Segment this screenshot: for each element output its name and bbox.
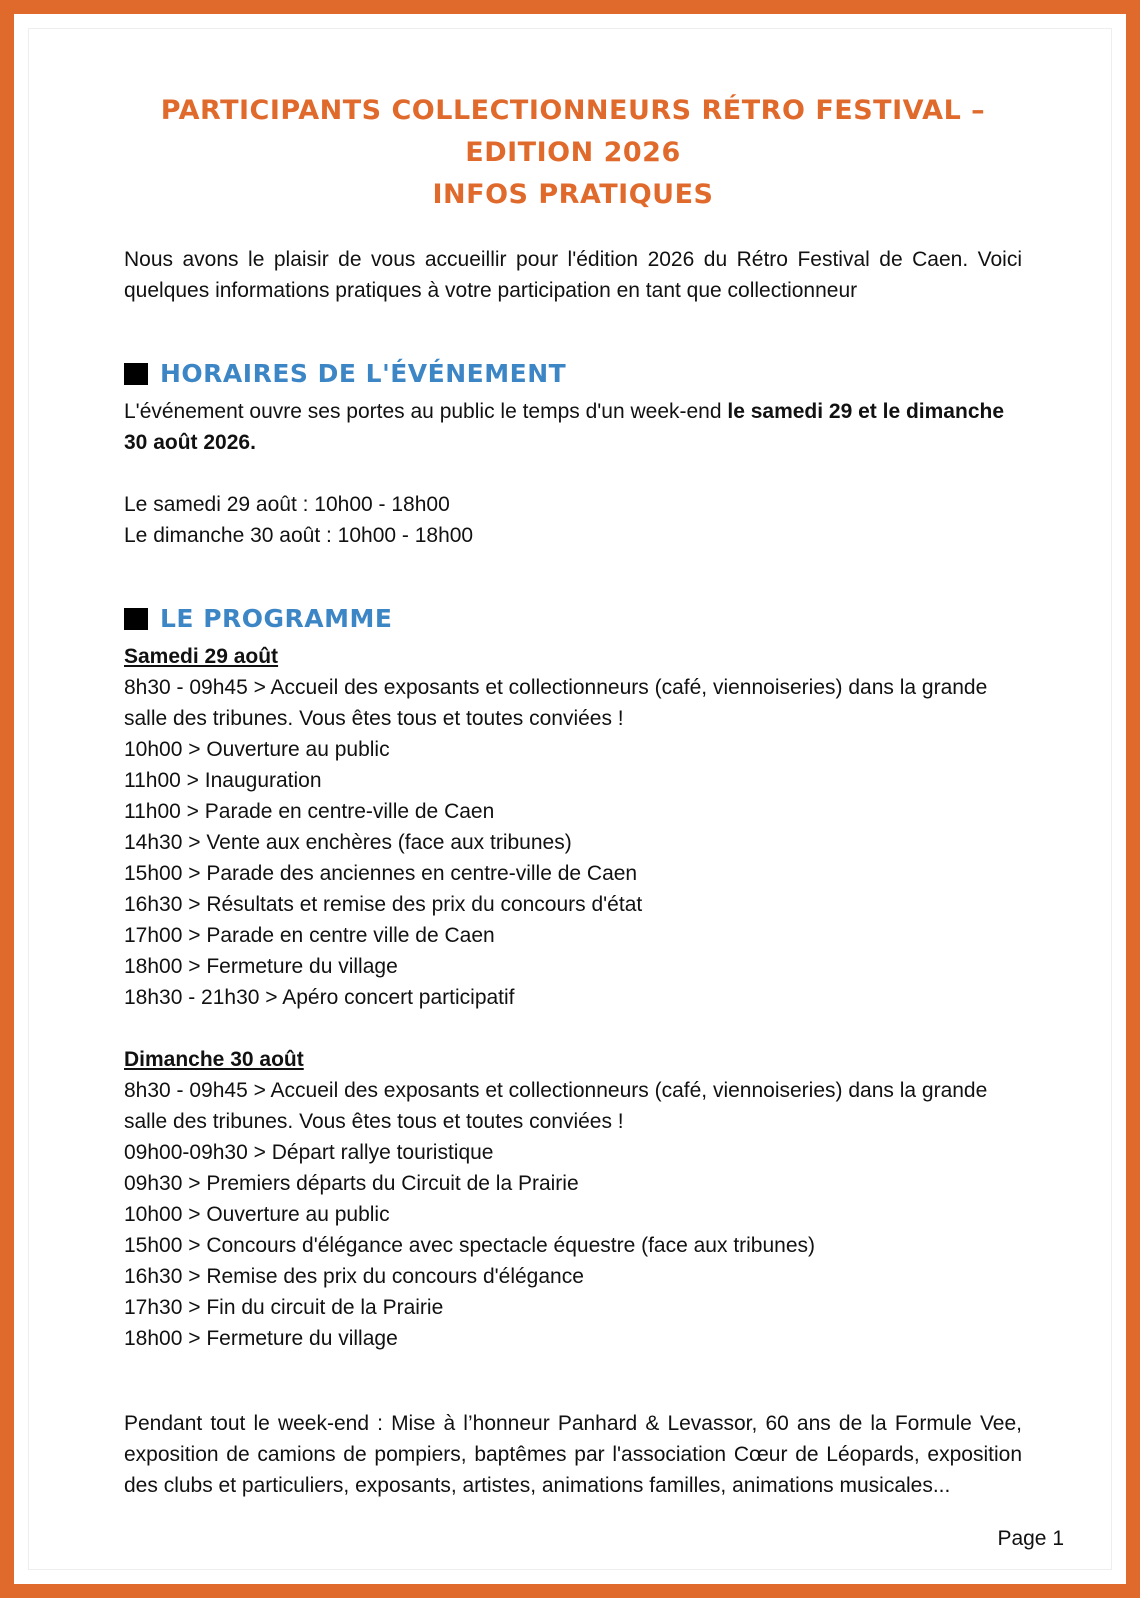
list-item: 8h30 - 09h45 > Accueil des exposants et collectionneurs (café, viennoiseries) dans la grande salle des tribunes. Vous êtes tous et toutes conviées ! bbox=[124, 676, 988, 730]
list-item: 8h30 - 09h45 > Accueil des exposants et collectionneurs (café, viennoiseries) dans la grande salle des tribunes. Vous êtes tous et toutes conviées ! bbox=[124, 1079, 988, 1133]
black-square-icon bbox=[124, 363, 148, 385]
horaires-dates-bold: le samedi 29 et le dimanche 30 août 2026. bbox=[124, 400, 1005, 454]
saturday-hours: Le samedi 29 août : 10h00 - 18h00 bbox=[124, 493, 450, 516]
sunday-programme-list bbox=[124, 1075, 1022, 1354]
list-item: 16h30 > Remise des prix du concours d'élégance bbox=[124, 1265, 584, 1288]
list-item: 18h30 - 21h30 > Apéro concert participatif bbox=[124, 986, 515, 1009]
list-item: 17h30 > Fin du circuit de la Prairie bbox=[124, 1296, 444, 1319]
page-number: Page 1 bbox=[997, 1527, 1064, 1550]
black-square-icon bbox=[124, 608, 148, 630]
list-item: 11h00 > Inauguration bbox=[124, 769, 322, 792]
list-item: 09h00-09h30 > Départ rallye touristique bbox=[124, 1141, 494, 1164]
horaires-paragraph bbox=[124, 396, 1022, 458]
saturday-title: Samedi 29 août bbox=[124, 645, 279, 668]
document-body bbox=[124, 90, 1022, 1501]
sunday-hours: Le dimanche 30 août : 10h00 - 18h00 bbox=[124, 524, 474, 547]
horaires-text: L'événement ouvre ses portes au public le temps d'un week-end bbox=[124, 400, 728, 423]
list-item: 18h00 > Fermeture du village bbox=[124, 955, 398, 978]
weekend-note: Pendant tout le week-end : Mise à l’honneur Panhard & Levassor, 60 ans de la Formule Vee, exposition de camions de pompiers, baptêmes par l'association Cœur de Léopards, exposition des clubs et particuliers, exposants, artistes, animations familles, animations musicales... bbox=[124, 1412, 1022, 1497]
list-item: 16h30 > Résultats et remise des prix du concours d'état bbox=[124, 893, 643, 916]
section-title-horaires: HORAIRES DE L'ÉVÉNEMENT bbox=[160, 359, 567, 388]
list-item: 11h00 > Parade en centre-ville de Caen bbox=[124, 800, 495, 823]
saturday-programme-list bbox=[124, 672, 1022, 1013]
title-line-1: PARTICIPANTS COLLECTIONNEURS RÉTRO FESTIVAL – EDITION 2026 bbox=[160, 95, 986, 168]
list-item: 17h00 > Parade en centre ville de Caen bbox=[124, 924, 495, 947]
list-item: 15h00 > Parade des anciennes en centre-ville de Caen bbox=[124, 862, 638, 885]
list-item: 14h30 > Vente aux enchères (face aux tribunes) bbox=[124, 831, 572, 854]
list-item: 15h00 > Concours d'élégance avec spectacle équestre (face aux tribunes) bbox=[124, 1234, 816, 1257]
section-heading-horaires bbox=[124, 356, 1022, 392]
document-title bbox=[124, 90, 1022, 216]
section-heading-programme bbox=[124, 601, 1022, 637]
title-line-2: INFOS PRATIQUES bbox=[432, 179, 714, 210]
sunday-title: Dimanche 30 août bbox=[124, 1048, 304, 1071]
intro-paragraph: Nous avons le plaisir de vous accueillir pour l'édition 2026 du Rétro Festival de Caen. Voici quelques informations pratiques à votre participation en tant que collectionneur bbox=[124, 248, 1022, 302]
section-title-programme: LE PROGRAMME bbox=[160, 604, 393, 633]
list-item: 09h30 > Premiers départs du Circuit de la Prairie bbox=[124, 1172, 579, 1195]
list-item: 10h00 > Ouverture au public bbox=[124, 1203, 390, 1226]
list-item: 18h00 > Fermeture du village bbox=[124, 1327, 398, 1350]
list-item: 10h00 > Ouverture au public bbox=[124, 738, 390, 761]
